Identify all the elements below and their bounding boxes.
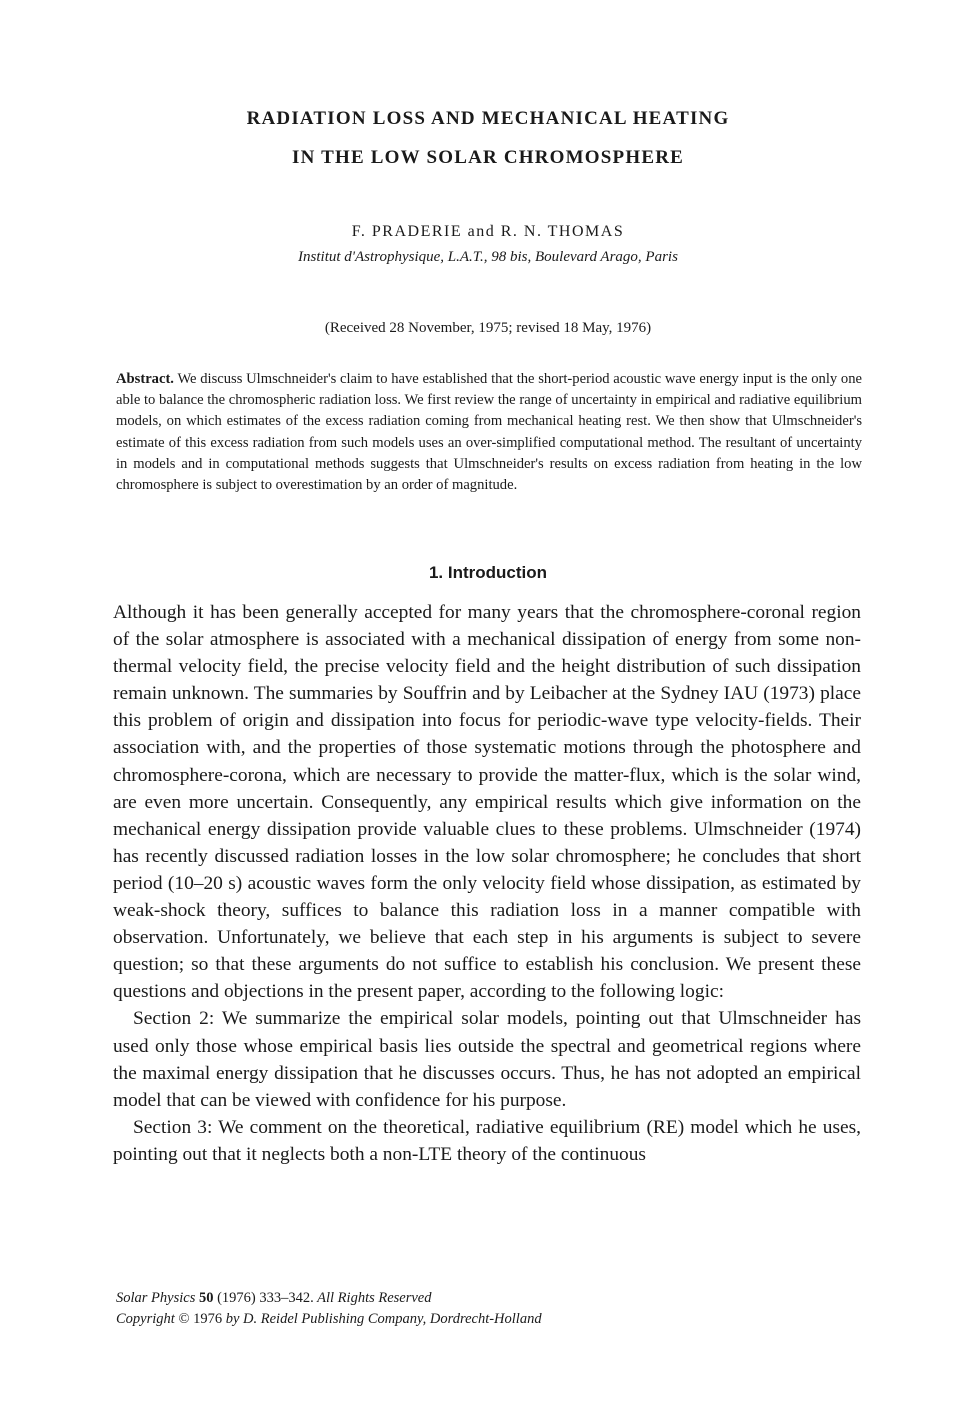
body-text (113, 599, 861, 1168)
paper-title-line-2: IN THE LOW SOLAR CHROMOSPHERE (292, 147, 684, 168)
abstract (116, 369, 862, 496)
paragraph-2: Section 2: We summarize the empirical solar models, pointing out that Ulmschneider has used only those whose empirical basis lies outside the spectral and geometrical regions where the maximal energy dissipation that he discusses occurs. Thus, he has not adopted an empirical model that can be viewed with confidence for his purpose. (113, 1008, 861, 1111)
affiliation: Institut d'Astrophysique, L.A.T., 98 bis, Boulevard Arago, Paris (298, 249, 678, 265)
section-heading: 1. Introduction (428, 563, 548, 582)
received-dates: (Received 28 November, 1975; revised 18 May, 1976) (324, 320, 652, 336)
publisher: by D. Reidel Publishing Company, Dordrecht-Holland (225, 1311, 542, 1327)
authors: F. PRADERIE and R. N. THOMAS (351, 223, 625, 240)
abstract-text: We discuss Ulmschneider's claim to have established that the short-period acoustic wave energy input is the only one able to balance the chromospheric radiation loss. We first review the range of uncertainty in empirical and radiative equilibrium models, on which estimates of the excess radiation coming from mechanical heating rest. We then show that Ulmschneider's estimate of this excess radiation from such models uses an over-simplified computational method. The resultant of uncertainty in models and in computational methods suggests that Ulmschneider's results on excess radiation from heating in the low chromosphere is subject to overestimation by an order of magnitude. (116, 371, 862, 494)
paper-title-line-1: RADIATION LOSS AND MECHANICAL HEATING (246, 108, 730, 129)
copyright-label: Copyright (116, 1311, 175, 1327)
rights-notice: All Rights Reserved (317, 1290, 432, 1306)
page-footer (116, 1288, 542, 1330)
copyright-year: 1976 (193, 1311, 223, 1327)
paragraph-3: Section 3: We comment on the theoretical, radiative equilibrium (RE) model which he uses, pointing out that it neglects both a non-LTE theory of the continuous (113, 1116, 861, 1165)
journal-pages: (1976) 333–342. (217, 1290, 314, 1306)
journal-citation (116, 1288, 542, 1309)
paragraph-1: Although it has been generally accepted for many years that the chromosphere-coronal region of the solar atmosphere is associated with a mechanical dissipation of energy from some non-thermal velocity field, the precise velocity field and the height distribution of such dissipation remain unknown. The summaries by Souffrin and by Leibacher at the Sydney IAU (1973) place this problem of origin and dissipation into focus for periodic-wave type velocity-fields. Their association with, and the properties of those systematic motions through the photosphere and chromosphere-corona, which are necessary to provide the matter-flux, which is the solar wind, are even more uncertain. Consequently, any empirical results which give information on the mechanical energy dissipation provide valuable clues to these problems. Ulmschneider (1974) has recently discussed radiation losses in the low solar chromosphere; he concludes that short period (10–20 s) acoustic waves form the only velocity field whose dissipation, as estimated by weak-shock theory, suffices to balance this radiation loss in a manner compatible with observation. Unfortunately, we believe that each step in his arguments is subject to severe question; so that these arguments do not suffice to establish his conclusion. We present these questions and objections in the present paper, according to the following logic: (113, 602, 861, 1003)
copyright-line (116, 1309, 542, 1330)
journal-volume: 50 (198, 1290, 214, 1306)
copyright-symbol: © (178, 1311, 190, 1327)
abstract-label: Abstract. (116, 371, 174, 387)
journal-name: Solar Physics (116, 1290, 196, 1306)
